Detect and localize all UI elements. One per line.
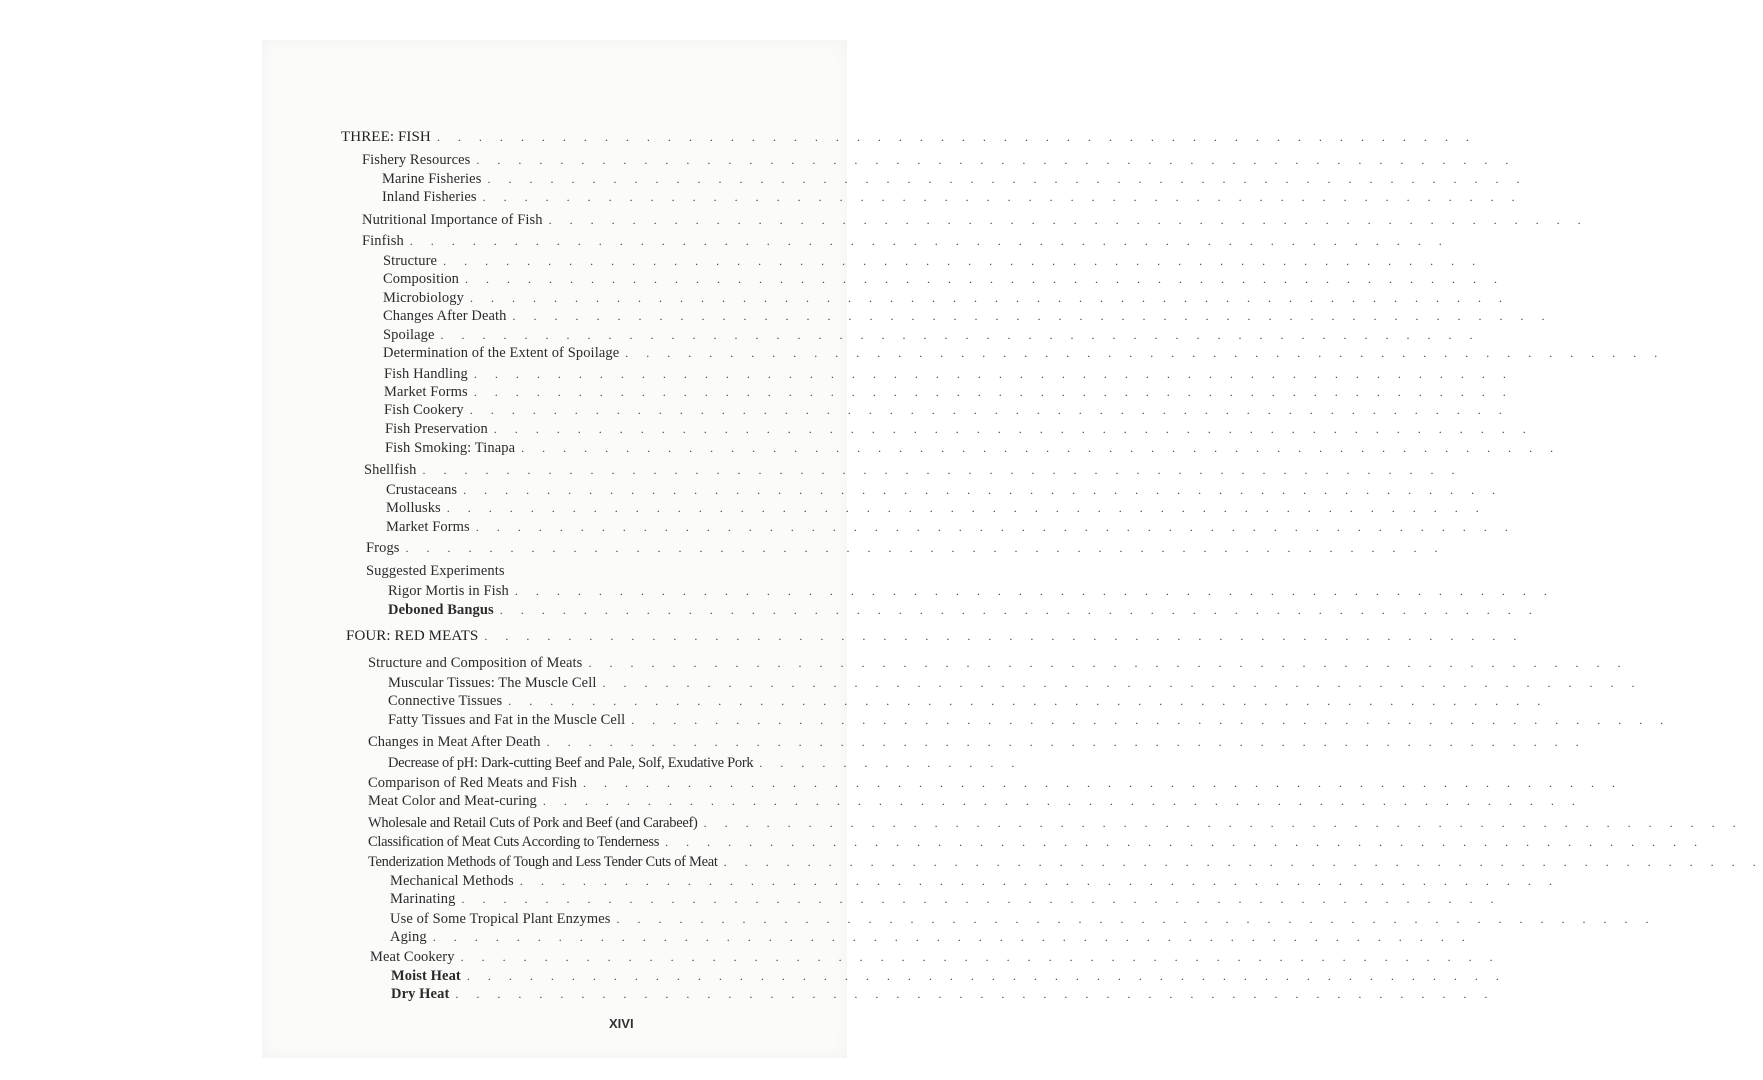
toc-entry: Meat Cookery . . . . . . . . . . . . . . . . . . . . . . . . . . . . . . . . . . . . . . . . . . . . . . . . . . — [370, 949, 1501, 965]
toc-entry: Rigor Mortis in Fish . . . . . . . . . . . . . . . . . . . . . . . . . . . . . . . . . . . . . . . . . . . . . . . . . . — [388, 583, 1555, 599]
toc-entry: Mollusks . . . . . . . . . . . . . . . . . . . . . . . . . . . . . . . . . . . . . . . . . . . . . . . . . . — [386, 500, 1487, 516]
dot-leader: . . . . . . . . . . . . . . . . . . . . . . . . . . . . . . . . . . . . . . . . . . . . . . . . . . — [625, 346, 1665, 360]
dot-leader: . . . . . . . . . . . . . . . . . . . . . . . . . . . . . . . . . . . . . . . . . . . . . . . . . . — [493, 422, 1534, 436]
dot-leader: . . . . . . . . . . . . . . . . . . . . . . . . . . . . . . . . . . . . . . . . . . . . . . . . . . — [461, 892, 1501, 906]
dot-leader: . . . . . . . . . . . . . . . . . . . . . . . . . . . . . . . . . . . . . . . . . . . . . . . . . . — [519, 874, 1560, 888]
toc-entry: Deboned Bangus . . . . . . . . . . . . . . . . . . . . . . . . . . . . . . . . . . . . . . . . . . . . . . . . . . — [388, 602, 1540, 618]
toc-entry: Microbiology . . . . . . . . . . . . . . . . . . . . . . . . . . . . . . . . . . . . . . . . . . . . . . . . . . — [383, 290, 1510, 306]
toc-entry: Composition . . . . . . . . . . . . . . . . . . . . . . . . . . . . . . . . . . . . . . . . . . . . . . . . . . — [383, 271, 1505, 287]
dot-leader: . . . . . . . . . . . . . . . . . . . . . . . . . . . . . . . . . . . . . . . . . . . . . . . . . . — [583, 776, 1623, 790]
dot-leader: . . . . . . . . . . . . . . . . . . . . . . . . . . . . . . . . . . . . . . . . . . . . . . . . . . — [473, 385, 1514, 399]
toc-entry: Wholesale and Retail Cuts of Pork and Beef (and Carabeef) . . . . . . . . . . . . . . . . . . . . . . . . . . . . . . . . . . . . . . . . . . . . . . . . . . — [368, 815, 1744, 831]
toc-entry: Muscular Tissues: The Muscle Cell . . . . . . . . . . . . . . . . . . . . . . . . . . . . . . . . . . . . . . . . . . . . . . . . . . — [388, 675, 1642, 691]
toc-entry: Market Forms . . . . . . . . . . . . . . . . . . . . . . . . . . . . . . . . . . . . . . . . . . . . . . . . . . — [384, 384, 1514, 400]
dot-leader: . . . . . . . . . . . . . . . . . . . . . . . . . . . . . . . . . . . . . . . . . . . . . . . . . . — [422, 463, 1462, 477]
dot-leader: . . . . . . . . . . . . . . . . . . . . . . . . . . . . . . . . . . . . . . . . . . . . . . . . . . — [482, 190, 1523, 204]
dot-leader: . . . . . . . . . . . . . . . . . . . . . . . . . . . . . . . . . . . . . . . . . . . . . . . . . . — [473, 367, 1514, 381]
toc-entry: Comparison of Red Meats and Fish . . . . . . . . . . . . . . . . . . . . . . . . . . . . . . . . . . . . . . . . . . . . . . . . . . — [368, 775, 1623, 791]
dot-leader: . . . . . . . . . . . . . . . . . . . . . . . . . . . . . . . . . . . . . . . . . . . . . . . . . . — [508, 694, 1548, 708]
dot-leader: . . . . . . . . . . . . . . . . . . . . . . . . . . . . . . . . . . . . . . . . . . . . . . . . . . — [476, 153, 1516, 167]
dot-leader: . . . . . . . . . . . . . . . . . . . . . . . . . . . . . . . . . . . . . . . . . . . . . . . . . . — [631, 713, 1671, 727]
toc-entry: Connective Tissues . . . . . . . . . . . . . . . . . . . . . . . . . . . . . . . . . . . . . . . . . . . . . . . . . . — [388, 693, 1548, 709]
dot-leader: . . . . . . . . . . . . . . . . . . . . . . . . . . . . . . . . . . . . . . . . . . . . . . . . . . — [469, 291, 1510, 305]
toc-entry: Decrease of pH: Dark-cutting Beef and Pale, Solf, Exudative Pork . . . . . . . . . . . . . — [388, 755, 1022, 771]
toc-entry: Fish Smoking: Tinapa . . . . . . . . . . . . . . . . . . . . . . . . . . . . . . . . . . . . . . . . . . . . . . . . . . — [385, 440, 1561, 456]
toc-entry: Changes in Meat After Death . . . . . . . . . . . . . . . . . . . . . . . . . . . . . . . . . . . . . . . . . . . . . . . . . . — [368, 734, 1587, 750]
toc-entry: Frogs . . . . . . . . . . . . . . . . . . . . . . . . . . . . . . . . . . . . . . . . . . . . . . . . . . — [366, 540, 1446, 556]
toc-entry: Finfish . . . . . . . . . . . . . . . . . . . . . . . . . . . . . . . . . . . . . . . . . . . . . . . . . . — [362, 233, 1450, 249]
book-page — [262, 40, 1763, 1058]
toc-entry: Classification of Meat Cuts According to Tenderness . . . . . . . . . . . . . . . . . . . . . . . . . . . . . . . . . . . . . . . . . . . . . . . . . . — [368, 834, 1705, 850]
dot-leader: . . . . . . . . . . . . . . . . . . . . . . . . . . . . . . . . . . . . . . . . . . . . . . . . . . — [499, 603, 1540, 617]
dot-leader: . . . . . . . . . . . . . . . . . . . . . . . . . . . . . . . . . . . . . . . . . . . . . . . . . . — [487, 172, 1527, 186]
dot-leader: . . . . . . . . . . . . . . . . . . . . . . . . . . . . . . . . . . . . . . . . . . . . . . . . . . — [588, 656, 1628, 670]
toc-entry: Crustaceans . . . . . . . . . . . . . . . . . . . . . . . . . . . . . . . . . . . . . . . . . . . . . . . . . . — [386, 482, 1503, 498]
toc-entry: Nutritional Importance of Fish . . . . . . . . . . . . . . . . . . . . . . . . . . . . . . . . . . . . . . . . . . . . . . . . . . — [362, 212, 1589, 228]
toc-entry: Changes After Death . . . . . . . . . . . . . . . . . . . . . . . . . . . . . . . . . . . . . . . . . . . . . . . . . . — [383, 308, 1553, 324]
chapter-heading-fish: THREE: FISH . . . . . . . . . . . . . . . . . . . . . . . . . . . . . . . . . . . . . . . . . . . . . . . . . . — [341, 129, 1477, 145]
toc-entry: Fishery Resources . . . . . . . . . . . . . . . . . . . . . . . . . . . . . . . . . . . . . . . . . . . . . . . . . . — [362, 152, 1516, 168]
toc-entry: Moist Heat . . . . . . . . . . . . . . . . . . . . . . . . . . . . . . . . . . . . . . . . . . . . . . . . . . — [391, 968, 1507, 984]
toc-entry: Structure and Composition of Meats . . . . . . . . . . . . . . . . . . . . . . . . . . . . . . . . . . . . . . . . . . . . . . . . . . — [368, 655, 1628, 671]
dot-leader: . . . . . . . . . . . . . . . . . . . . . . . . . . . . . . . . . . . . . . . . . . . . . . . . . . — [443, 254, 1483, 268]
dot-leader: . . . . . . . . . . . . . . . . . . . . . . . . . . . . . . . . . . . . . . . . . . . . . . . . . . — [546, 735, 1587, 749]
toc-entry: Mechanical Methods . . . . . . . . . . . . . . . . . . . . . . . . . . . . . . . . . . . . . . . . . . . . . . . . . . — [390, 873, 1560, 889]
toc-entry: Structure . . . . . . . . . . . . . . . . . . . . . . . . . . . . . . . . . . . . . . . . . . . . . . . . . . — [383, 253, 1483, 269]
dot-leader: . . . . . . . . . . . . . . . . . . . . . . . . . . . . . . . . . . . . . . . . . . . . . . . . . . — [436, 130, 1477, 144]
dot-leader: . . . . . . . . . . . . . . . . . . . . . . . . . . . . . . . . . . . . . . . . . . . . . . . . . . — [469, 403, 1510, 417]
dot-leader: . . . . . . . . . . . . . . . . . . . . . . . . . . . . . . . . . . . . . . . . . . . . . . . . . . — [665, 835, 1705, 849]
table-of-contents — [262, 40, 1763, 1058]
toc-entry: Determination of the Extent of Spoilage . . . . . . . . . . . . . . . . . . . . . . . . . . . . . . . . . . . . . . . . . . . . . . . . . . — [383, 345, 1665, 361]
dot-leader: . . . . . . . . . . . . . . . . . . . . . . . . . . . . . . . . . . . . . . . . . . . . . . . . . . — [466, 969, 1507, 983]
dot-leader: . . . . . . . . . . . . . . . . . . . . . . . . . . . . . . . . . . . . . . . . . . . . . . . . . . — [446, 501, 1487, 515]
toc-entry: Inland Fisheries . . . . . . . . . . . . . . . . . . . . . . . . . . . . . . . . . . . . . . . . . . . . . . . . . . — [382, 189, 1523, 205]
dot-leader: . . . . . . . . . . . . . . . . . . . . . . . . . . . . . . . . . . . . . . . . . . . . . . . . . . — [440, 328, 1481, 342]
dot-leader: . . . . . . . . . . . . . . . . . . . . . . . . . . . . . . . . . . . . . . . . . . . . . . . . . . — [432, 930, 1473, 944]
toc-entry: Marine Fisheries . . . . . . . . . . . . . . . . . . . . . . . . . . . . . . . . . . . . . . . . . . . . . . . . . . — [382, 171, 1527, 187]
toc-entry: Spoilage . . . . . . . . . . . . . . . . . . . . . . . . . . . . . . . . . . . . . . . . . . . . . . . . . . — [383, 327, 1481, 343]
dot-leader: . . . . . . . . . . . . . . . . . . . . . . . . . . . . . . . . . . . . . . . . . . . . . . . . . . — [463, 483, 1503, 497]
dot-leader: . . . . . . . . . . . . . . . . . . . . . . . . . . . . . . . . . . . . . . . . . . . . . . . . . . — [460, 950, 1501, 964]
dot-leader: . . . . . . . . . . . . . . . . . . . . . . . . . . . . . . . . . . . . . . . . . . . . . . . . . . — [475, 520, 1516, 534]
toc-entry: Marinating . . . . . . . . . . . . . . . . . . . . . . . . . . . . . . . . . . . . . . . . . . . . . . . . . . — [390, 891, 1501, 907]
chapter-heading-red-meats: FOUR: RED MEATS . . . . . . . . . . . . . . . . . . . . . . . . . . . . . . . . . . . . . . . . . . . . . . . . . . — [346, 628, 1524, 644]
dot-leader: . . . . . . . . . . . . . — [759, 756, 1022, 770]
toc-entry: Fish Preservation . . . . . . . . . . . . . . . . . . . . . . . . . . . . . . . . . . . . . . . . . . . . . . . . . . — [385, 421, 1534, 437]
dot-leader: . . . . . . . . . . . . . . . . . . . . . . . . . . . . . . . . . . . . . . . . . . . . . . . . . . — [512, 309, 1553, 323]
dot-leader: . . . . . . . . . . . . . . . . . . . . . . . . . . . . . . . . . . . . . . . . . . . . . . . . . . — [409, 234, 1450, 248]
page-number: XIVI — [609, 1016, 634, 1031]
dot-leader: . . . . . . . . . . . . . . . . . . . . . . . . . . . . . . . . . . . . . . . . . . . . . . . . . . — [602, 676, 1642, 690]
dot-leader: . . . . . . . . . . . . . . . . . . . . . . . . . . . . . . . . . . . . . . . . . . . . . . . . . . — [548, 213, 1589, 227]
dot-leader: . . . . . . . . . . . . . . . . . . . . . . . . . . . . . . . . . . . . . . . . . . . . . . . . . . — [484, 629, 1524, 643]
toc-entry: Shellfish . . . . . . . . . . . . . . . . . . . . . . . . . . . . . . . . . . . . . . . . . . . . . . . . . . — [364, 462, 1462, 478]
toc-entry: Tenderization Methods of Tough and Less Tender Cuts of Meat . . . . . . . . . . . . . . . . . . . . . . . . . . . . . . . . . . . . . . . . . . . . . . . . . . — [368, 854, 1763, 870]
dot-leader: . . . . . . . . . . . . . . . . . . . . . . . . . . . . . . . . . . . . . . . . . . . . . . . . . . — [465, 272, 1505, 286]
dot-leader: . . . . . . . . . . . . . . . . . . . . . . . . . . . . . . . . . . . . . . . . . . . . . . . . . . — [616, 912, 1656, 926]
toc-entry: Suggested Experiments — [366, 563, 505, 579]
toc-entry: Dry Heat . . . . . . . . . . . . . . . . . . . . . . . . . . . . . . . . . . . . . . . . . . . . . . . . . . — [391, 986, 1495, 1002]
toc-entry: Use of Some Tropical Plant Enzymes . . . . . . . . . . . . . . . . . . . . . . . . . . . . . . . . . . . . . . . . . . . . . . . . . . — [390, 911, 1656, 927]
toc-entry: Aging . . . . . . . . . . . . . . . . . . . . . . . . . . . . . . . . . . . . . . . . . . . . . . . . . . — [390, 929, 1473, 945]
dot-leader: . . . . . . . . . . . . . . . . . . . . . . . . . . . . . . . . . . . . . . . . . . . . . . . . . . — [723, 855, 1763, 869]
dot-leader: . . . . . . . . . . . . . . . . . . . . . . . . . . . . . . . . . . . . . . . . . . . . . . . . . . — [455, 987, 1495, 1001]
dot-leader: . . . . . . . . . . . . . . . . . . . . . . . . . . . . . . . . . . . . . . . . . . . . . . . . . . — [542, 794, 1583, 808]
dot-leader: . . . . . . . . . . . . . . . . . . . . . . . . . . . . . . . . . . . . . . . . . . . . . . . . . . — [405, 541, 1446, 555]
dot-leader: . . . . . . . . . . . . . . . . . . . . . . . . . . . . . . . . . . . . . . . . . . . . . . . . . . — [514, 584, 1555, 598]
toc-entry: Market Forms . . . . . . . . . . . . . . . . . . . . . . . . . . . . . . . . . . . . . . . . . . . . . . . . . . — [386, 519, 1516, 535]
toc-entry: Fish Cookery . . . . . . . . . . . . . . . . . . . . . . . . . . . . . . . . . . . . . . . . . . . . . . . . . . — [384, 402, 1510, 418]
toc-entry: Fatty Tissues and Fat in the Muscle Cell . . . . . . . . . . . . . . . . . . . . . . . . . . . . . . . . . . . . . . . . . . . . . . . . . . — [388, 712, 1671, 728]
toc-entry: Fish Handling . . . . . . . . . . . . . . . . . . . . . . . . . . . . . . . . . . . . . . . . . . . . . . . . . . — [384, 366, 1514, 382]
dot-leader: . . . . . . . . . . . . . . . . . . . . . . . . . . . . . . . . . . . . . . . . . . . . . . . . . . — [703, 816, 1744, 830]
toc-entry: Meat Color and Meat-curing . . . . . . . . . . . . . . . . . . . . . . . . . . . . . . . . . . . . . . . . . . . . . . . . . . — [368, 793, 1583, 809]
dot-leader: . . . . . . . . . . . . . . . . . . . . . . . . . . . . . . . . . . . . . . . . . . . . . . . . . . — [521, 441, 1561, 455]
